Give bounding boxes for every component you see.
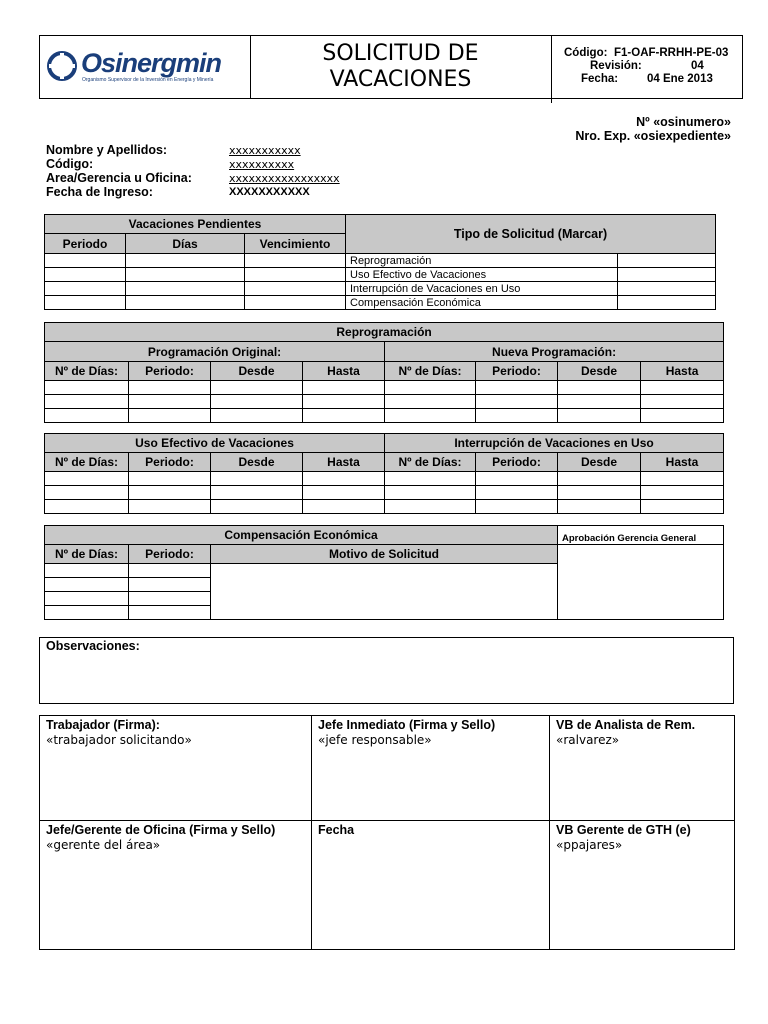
gerente-value: «gerente del área» <box>46 838 161 852</box>
table-cell[interactable] <box>476 500 558 514</box>
table-cell[interactable] <box>45 381 129 395</box>
table-cell[interactable] <box>558 486 641 500</box>
logo-cell <box>40 36 251 98</box>
col-hasta: Hasta <box>303 453 385 472</box>
ingreso-value: XXXXXXXXXXX <box>229 186 310 198</box>
pendiente-cell[interactable] <box>45 268 126 282</box>
revision-label: Revisión: <box>590 60 642 72</box>
table-cell[interactable] <box>476 395 558 409</box>
col-periodo: Periodo <box>45 234 126 254</box>
area-value: xxxxxxxxxxxxxxxxx <box>229 172 340 185</box>
pendiente-cell[interactable] <box>245 296 346 310</box>
gth-value: «ppajares» <box>556 838 623 852</box>
table-cell[interactable] <box>558 409 641 423</box>
table-cell[interactable] <box>476 409 558 423</box>
document-meta <box>551 36 742 98</box>
uso-interrupcion-table <box>44 433 724 514</box>
table-cell[interactable] <box>303 472 385 486</box>
aprobacion-signature-box[interactable] <box>558 545 724 620</box>
jefe-label: Jefe Inmediato (Firma y Sello) <box>318 718 496 732</box>
table-cell[interactable] <box>641 409 724 423</box>
reprogramacion-header-row <box>45 362 724 381</box>
table-cell[interactable] <box>476 486 558 500</box>
nombre-value: xxxxxxxxxxx <box>229 144 301 157</box>
analista-value: «ralvarez» <box>556 733 620 747</box>
ingreso-label: Fecha de Ingreso: <box>46 185 153 199</box>
table-cell[interactable] <box>641 472 724 486</box>
table-cell[interactable] <box>303 381 385 395</box>
nombre-label: Nombre y Apellidos: <box>46 143 168 157</box>
col-dias: Días <box>126 234 245 254</box>
osinergmin-logo <box>47 49 243 85</box>
jefe-signature[interactable] <box>312 716 550 821</box>
gth-signature[interactable] <box>550 821 735 950</box>
col-hasta: Hasta <box>303 362 385 381</box>
trabajador-value: «trabajador solicitando» <box>46 733 192 747</box>
table-cell[interactable] <box>558 381 641 395</box>
table-cell[interactable] <box>303 395 385 409</box>
table-cell[interactable] <box>45 395 129 409</box>
table-cell[interactable] <box>385 500 476 514</box>
col-periodo: Periodo: <box>476 362 558 381</box>
table-cell[interactable] <box>385 486 476 500</box>
table-cell[interactable] <box>45 472 129 486</box>
gerente-label: Jefe/Gerente de Oficina (Firma y Sello) <box>46 823 276 837</box>
table-cell[interactable] <box>303 486 385 500</box>
trabajador-signature[interactable] <box>40 716 312 821</box>
logo-subtitle: Organismo Supervisor de la Inversión en Energía y Minería <box>82 77 214 83</box>
table-cell[interactable] <box>45 592 129 606</box>
table-cell[interactable] <box>129 381 211 395</box>
table-row <box>45 395 724 409</box>
table-cell[interactable] <box>129 409 211 423</box>
table-row <box>45 500 724 514</box>
col-periodo: Periodo: <box>476 453 558 472</box>
codigo-label: Código: <box>564 47 608 59</box>
form-header <box>39 35 743 99</box>
pendiente-cell[interactable] <box>245 254 346 268</box>
col-dias: Nº de Días: <box>385 362 476 381</box>
pendiente-cell[interactable] <box>126 296 245 310</box>
codigo-value: F1-OAF-RRHH-PE-03 <box>614 47 729 59</box>
expediente-ref: Nro. Exp. «osiexpediente» <box>575 129 731 143</box>
pendiente-cell[interactable] <box>126 268 245 282</box>
observaciones-box[interactable] <box>39 637 734 704</box>
signatures-table <box>39 715 735 950</box>
table-cell[interactable] <box>211 486 303 500</box>
gerente-signature[interactable] <box>40 821 312 950</box>
table-cell[interactable] <box>641 395 724 409</box>
col-desde: Desde <box>211 362 303 381</box>
tipo-title: Tipo de Solicitud (Marcar) <box>346 215 716 254</box>
compensacion-title: Compensación Económica <box>45 526 558 545</box>
table-cell[interactable] <box>129 500 211 514</box>
table-cell[interactable] <box>129 606 211 620</box>
table-cell[interactable] <box>641 500 724 514</box>
tipo-mark-checkbox[interactable] <box>618 268 716 282</box>
table-cell[interactable] <box>385 395 476 409</box>
table-cell[interactable] <box>45 606 129 620</box>
table-cell[interactable] <box>211 381 303 395</box>
table-cell[interactable] <box>45 486 129 500</box>
pendiente-cell[interactable] <box>126 254 245 268</box>
col-dias: Nº de Días: <box>45 362 129 381</box>
col-dias: Nº de Días: <box>45 545 129 564</box>
fecha-label: Fecha <box>318 823 355 837</box>
table-row <box>45 472 724 486</box>
tipo-interrupcion: Interrupción de Vacaciones en Uso <box>346 282 618 296</box>
analista-label: VB de Analista de Rem. <box>556 718 696 732</box>
fecha-signature[interactable] <box>312 821 550 950</box>
table-cell[interactable] <box>45 578 129 592</box>
col-desde: Desde <box>558 362 641 381</box>
fecha-label: Fecha: <box>581 73 619 85</box>
jefe-value: «jefe responsable» <box>318 733 432 747</box>
pendiente-cell[interactable] <box>126 282 245 296</box>
col-desde: Desde <box>558 453 641 472</box>
table-cell[interactable] <box>129 578 211 592</box>
numero-ref: Nº «osinumero» <box>636 115 731 129</box>
table-row <box>45 486 724 500</box>
pendiente-cell[interactable] <box>45 296 126 310</box>
table-row <box>45 409 724 423</box>
codigo-employee-value: xxxxxxxxxx <box>229 158 295 171</box>
tipo-reprogramacion: Reprogramación <box>346 254 618 268</box>
reprogramacion-table <box>44 322 724 423</box>
fecha-value: 04 Ene 2013 <box>647 73 713 85</box>
table-cell[interactable] <box>558 500 641 514</box>
col-periodo: Periodo: <box>129 362 211 381</box>
table-cell[interactable] <box>476 472 558 486</box>
table-cell[interactable] <box>211 395 303 409</box>
col-periodo: Periodo: <box>129 453 211 472</box>
programacion-original: Programación Original: <box>45 342 385 362</box>
table-row <box>45 381 724 395</box>
pendiente-cell[interactable] <box>45 254 126 268</box>
table-cell[interactable] <box>558 395 641 409</box>
table-cell[interactable] <box>129 564 211 578</box>
table-cell[interactable] <box>45 564 129 578</box>
table-cell[interactable] <box>45 409 129 423</box>
table-cell[interactable] <box>45 500 129 514</box>
logo-text: Osinergmin <box>81 48 222 78</box>
gth-label: VB Gerente de GTH (e) <box>556 823 691 837</box>
pendiente-cell[interactable] <box>45 282 126 296</box>
table-cell[interactable] <box>385 472 476 486</box>
tipo-mark-checkbox[interactable] <box>618 296 716 310</box>
motivo-field[interactable] <box>211 564 558 620</box>
table-cell[interactable] <box>303 409 385 423</box>
col-dias: Nº de Días: <box>45 453 129 472</box>
col-desde: Desde <box>211 453 303 472</box>
table-cell[interactable] <box>211 500 303 514</box>
nueva-programacion: Nueva Programación: <box>385 342 724 362</box>
analista-signature[interactable] <box>550 716 735 821</box>
col-dias: Nº de Días: <box>385 453 476 472</box>
revision-value: 04 <box>691 60 704 72</box>
codigo-employee-label: Código: <box>46 157 94 171</box>
title-line-1: SOLICITUD DE <box>322 41 479 66</box>
table-cell[interactable] <box>641 381 724 395</box>
col-hasta: Hasta <box>641 453 724 472</box>
table-cell[interactable] <box>129 472 211 486</box>
interrupcion-title: Interrupción de Vacaciones en Uso <box>385 434 724 453</box>
pendiente-cell[interactable] <box>245 282 346 296</box>
table-cell[interactable] <box>129 592 211 606</box>
uso-header-row <box>45 453 724 472</box>
table-cell[interactable] <box>476 381 558 395</box>
tipo-uso-efectivo: Uso Efectivo de Vacaciones <box>346 268 618 282</box>
col-periodo: Periodo: <box>129 545 211 564</box>
observaciones-label: Observaciones: <box>46 639 140 653</box>
table-cell[interactable] <box>385 381 476 395</box>
logo-emblem-icon <box>47 51 77 81</box>
table-cell[interactable] <box>211 409 303 423</box>
pendientes-table <box>44 214 716 310</box>
table-cell[interactable] <box>385 409 476 423</box>
table-cell[interactable] <box>211 472 303 486</box>
compensacion-table <box>44 525 724 620</box>
uso-title: Uso Efectivo de Vacaciones <box>45 434 385 453</box>
reprogramacion-title: Reprogramación <box>45 323 724 342</box>
table-cell[interactable] <box>129 486 211 500</box>
tipo-mark-checkbox[interactable] <box>618 254 716 268</box>
tipo-mark-checkbox[interactable] <box>618 282 716 296</box>
pendiente-cell[interactable] <box>245 268 346 282</box>
table-cell[interactable] <box>641 486 724 500</box>
trabajador-label: Trabajador (Firma): <box>46 718 160 732</box>
tipo-compensacion: Compensación Económica <box>346 296 618 310</box>
table-cell[interactable] <box>303 500 385 514</box>
form-title <box>250 36 552 103</box>
table-cell[interactable] <box>558 472 641 486</box>
col-vencimiento: Vencimiento <box>245 234 346 254</box>
aprobacion-label: Aprobación Gerencia General <box>558 526 724 545</box>
col-motivo: Motivo de Solicitud <box>211 545 558 564</box>
title-line-2: VACACIONES <box>329 67 472 92</box>
col-hasta: Hasta <box>641 362 724 381</box>
area-label: Area/Gerencia u Oficina: <box>46 171 192 185</box>
table-cell[interactable] <box>129 395 211 409</box>
pendientes-title: Vacaciones Pendientes <box>45 215 346 234</box>
